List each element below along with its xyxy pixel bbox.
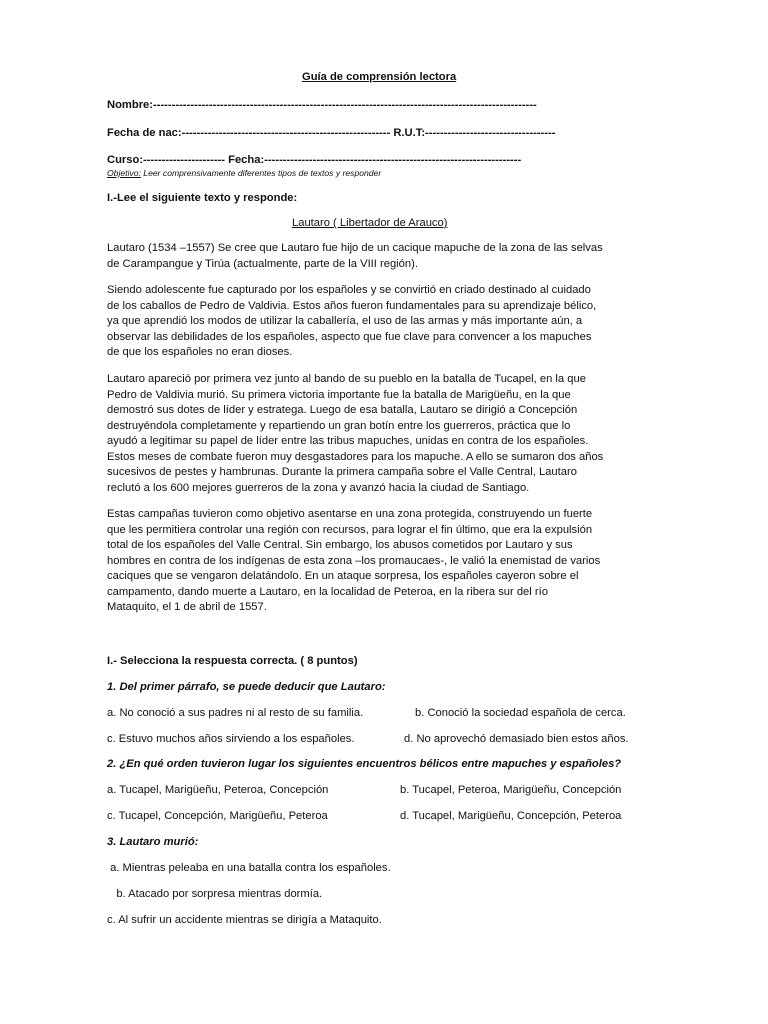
paragraph-line: hombres en contra de los indígenas de esta zona –los promaucaes-, le valió la enemistad de varios [107, 554, 601, 567]
objective-label: Objetivo: [107, 168, 141, 178]
paragraph-line: que les permitiera controlar una región con recursos, para lograr el fin último, que era la expulsión [107, 523, 593, 536]
section2-heading: I.- Selecciona la respuesta correcta. ( 8 puntos) [107, 655, 358, 667]
name-field: Nombre:------------------------------------------------------------------------------------------------------- [107, 99, 537, 111]
question-1-option-b: b. Conoció la sociedad española de cerca. [415, 707, 626, 719]
objective-text: Leer comprensivamente diferentes tipos de textos y responder [140, 168, 382, 178]
paragraph-line: Mataquito, el 1 de abril de 1557. [107, 601, 267, 613]
paragraph-line: destruyéndola completamente y repartiendo un gran botín entre los guerreros, práctica que lo [107, 419, 571, 432]
paragraph-4 [107, 507, 667, 616]
course-date-field: Curso:---------------------- Fecha:--------------------------------------------------------------------- [107, 154, 522, 166]
question-3-option-b: b. Atacado por sorpresa mientras dormía. [107, 888, 323, 900]
paragraph-line: total de los españoles del Valle Central. Sin embargo, los abusos cometidos por Lautaro y sus [107, 539, 573, 551]
paragraph-line: de que los españoles no eran dioses. [107, 346, 293, 358]
paragraph-line: ayudó a legitimar su papel de líder entre las tribus mapuches, unidas en contra de los españoles. [107, 435, 589, 447]
question-1-option-a: a. No conoció a sus padres ni al resto de su familia. [107, 707, 364, 719]
paragraph-line: Siendo adolescente fue capturado por los españoles y se convirtió en criado destinado al cuidado [107, 284, 591, 296]
question-2-option-a: a. Tucapel, Marigüeñu, Peteroa, Concepción [107, 784, 329, 796]
question-2-option-d: d. Tucapel, Marigüeñu, Concepción, Peteroa [400, 810, 622, 822]
paragraph-3 [107, 372, 667, 496]
paragraph-line: Lautaro (1534 –1557) Se cree que Lautaro fue hijo de un cacique mapuche de la zona de las selvas [107, 242, 603, 254]
paragraph-line: sucesivos de pestes y hambrunas. Durante la primera campaña sobre el Valle Central, Lautaro [107, 466, 577, 478]
question-3: 3. Lautaro murió: [107, 836, 199, 848]
paragraph-1 [107, 241, 667, 272]
question-1-option-d: d. No aprovechó demasiado bien estos años. [404, 733, 629, 745]
question-2: 2. ¿En qué orden tuvieron lugar los siguientes encuentros bélicos entre mapuches y españoles? [107, 758, 622, 770]
question-1: 1. Del primer párrafo, se puede deducir que Lautaro: [107, 681, 386, 693]
question-1-option-c: c. Estuvo muchos años sirviendo a los españoles. [107, 733, 355, 745]
question-2-option-c: c. Tucapel, Concepción, Marigüeñu, Peteroa [107, 810, 328, 822]
paragraph-line: ya que aprendió los modos de utilizar la caballería, el uso de las armas y más importante aún, a [107, 315, 583, 327]
paragraph-line: Pedro de Valdivia murió. Su primera victoria importante fue la batalla de Marigüeñu, en la que [107, 388, 571, 401]
section1-heading: I.-Lee el siguiente texto y responde: [107, 192, 298, 204]
document-title: Guía de comprensión lectora [302, 71, 457, 83]
paragraph-line: de los caballos de Pedro de Valdivia. Estos años fueron fundamentales para su aprendizaje bélico, [107, 299, 597, 312]
paragraph-line: Lautaro apareció por primera vez junto al bando de su pueblo en la batalla de Tucapel, en la que [107, 373, 586, 385]
question-3-option-c: c. Al sufrir un accidente mientras se dirigía a Mataquito. [107, 914, 382, 926]
paragraph-line: campamento, dando muerte a Lautaro, en la localidad de Peteroa, en la ribera sur del río [107, 585, 548, 598]
paragraph-line: observar las debilidades de los españoles, aspecto que fue clave para convencer a los mapuches [107, 330, 592, 343]
paragraph-line: demostró sus dotes de líder y estratega. Luego de esa batalla, Lautaro se dirigió a Concepción [107, 404, 578, 416]
paragraph-line: reclutó a los 600 mejores guerreros de la zona y avanzó hacia la ciudad de Santiago. [107, 481, 530, 494]
objective-line [107, 166, 381, 182]
paragraph-line: de Carampangue y Tirúa (actualmente, parte de la VIII región). [107, 257, 418, 270]
paragraph-line: caciques que se vengaron delatándolo. En un ataque sorpresa, los españoles cayeron sobre el [107, 570, 579, 582]
birthdate-rut-field: Fecha de nac:-------------------------------------------------------- R.U.T:----------------------------------- [107, 127, 556, 139]
question-2-option-b: b. Tucapel, Peteroa, Marigüeñu, Concepción [400, 784, 622, 796]
paragraph-2 [107, 283, 667, 361]
text-title: Lautaro ( Libertador de Arauco) [292, 217, 448, 229]
question-3-option-a: a. Mientras peleaba en una batalla contra los españoles. [107, 862, 391, 874]
paragraph-line: Estos meses de combate fueron muy desgastadores para los mapuche. A ello se sumaron dos años [107, 450, 604, 463]
paragraph-line: Estas campañas tuvieron como objetivo asentarse en una zona protegida, construyendo un fuerte [107, 508, 593, 520]
